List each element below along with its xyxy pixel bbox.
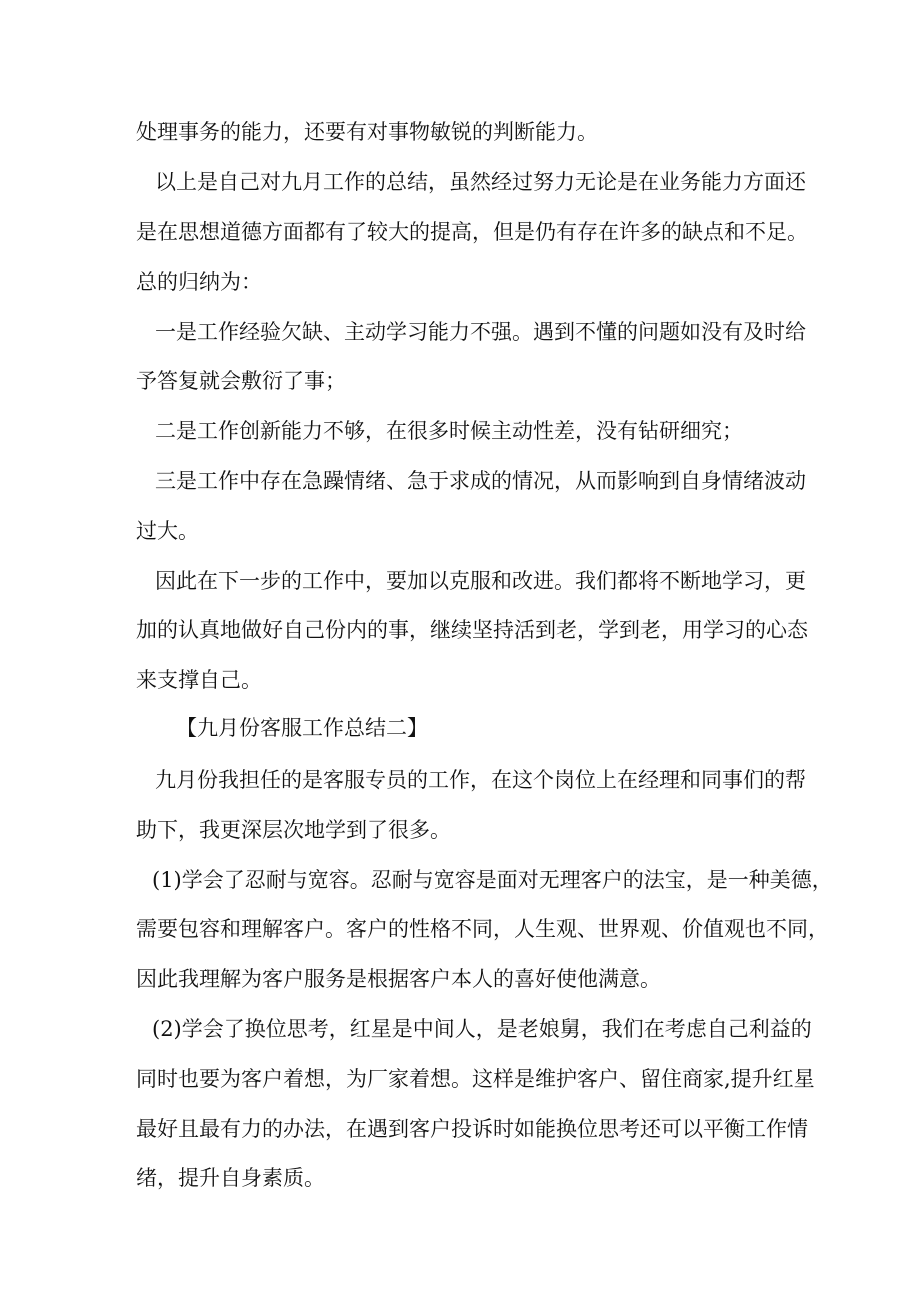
text-line: 助下，我更深层次地学到了很多。 [136,818,451,842]
text-line: 加的认真地做好自己份内的事，继续坚持活到老，学到老，用学习的心态 [136,618,808,642]
text-line: 总的归纳为： [136,270,262,294]
section-heading: 【九月份客服工作总结二】 [176,716,428,740]
text-line: 三是工作中存在急躁情绪、急于求成的情况，从而影响到自身情绪波动 [155,469,806,493]
text-line: (2)学会了换位思考，红星是中间人，是老娘舅，我们在考虑自己利益的 [152,1017,812,1041]
text-line: 过大。 [136,519,199,543]
text-line: 一是工作经验欠缺、主动学习能力不强。遇到不懂的问题如没有及时给 [155,320,806,344]
text-line: 来支撑自己。 [136,668,262,692]
text-line: 二是工作创新能力不够，在很多时候主动性差，没有钻研细究； [155,419,743,443]
text-line: 是在思想道德方面都有了较大的提高，但是仍有存在许多的缺点和不足。 [136,220,808,244]
text-line: (1)学会了忍耐与宽容。忍耐与宽容是面对无理客户的法宝，是一种美德， [152,868,833,892]
text-line: 最好且最有力的办法，在遇到客户投诉时如能换位思考还可以平衡工作情 [136,1117,808,1141]
text-line: 同时也要为客户着想，为厂家着想。这样是维护客户、留住商家,提升红星 [136,1067,815,1091]
text-line: 绪，提升自身素质。 [136,1166,325,1190]
text-line: 予答复就会敷衍了事； [136,369,346,393]
text-line: 因此在下一步的工作中，要加以克服和改进。我们都将不断地学习，更 [155,569,806,593]
text-line: 因此我理解为客户服务是根据客户本人的喜好使他满意。 [136,967,661,991]
text-line: 处理事务的能力，还要有对事物敏锐的判断能力。 [136,120,598,144]
text-line: 九月份我担任的是客服专员的工作，在这个岗位上在经理和同事们的帮 [155,768,806,792]
text-line: 需要包容和理解客户。客户的性格不同，人生观、世界观、价值观也不同， [136,917,829,941]
text-line: 以上是自己对九月工作的总结，虽然经过努力无论是在业务能力方面还 [155,170,806,194]
